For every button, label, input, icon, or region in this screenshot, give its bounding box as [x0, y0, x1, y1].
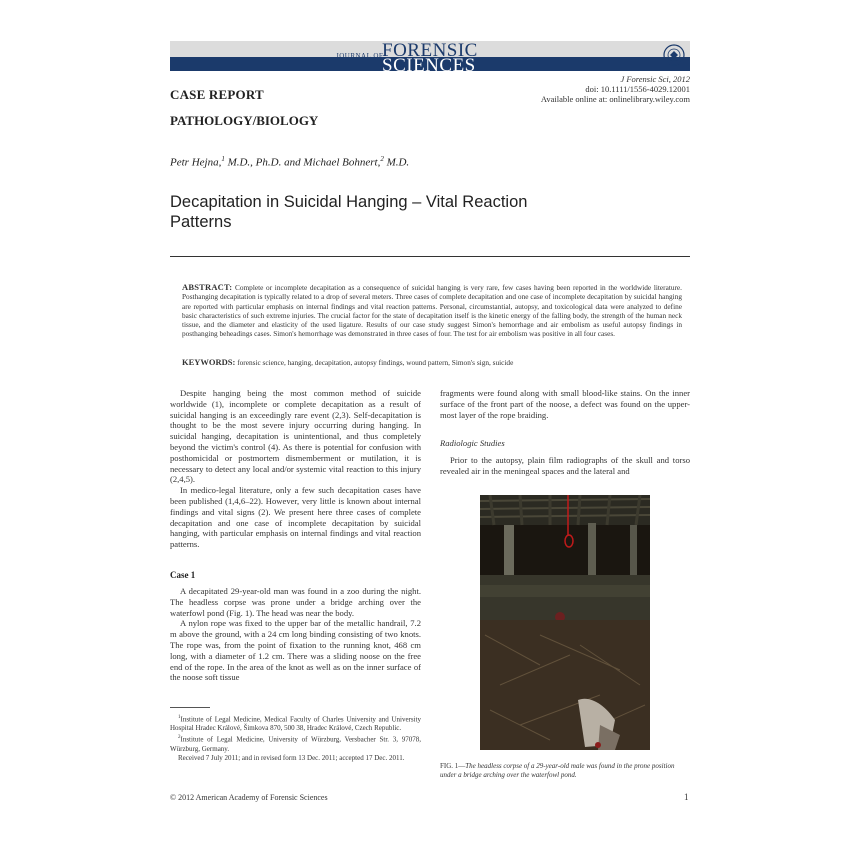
- footnote-2-text: Institute of Legal Medicine, University of Würzburg, Versbacher Str. 3, 97078, Würzburg, Germany.: [170, 735, 421, 753]
- availability: Available online at: onlinelibrary.wiley.com: [540, 94, 690, 104]
- article-type: CASE REPORT: [170, 87, 264, 102]
- journal-word-sciences: SCIENCES: [382, 55, 476, 76]
- case-1-text: [170, 586, 421, 683]
- article-section: PATHOLOGY/BIOLOGY: [170, 113, 319, 128]
- doi: doi: 10.1111/1556-4029.12001: [585, 84, 690, 94]
- journal-logo: [336, 40, 488, 76]
- journal-prefix: JOURNAL OF: [336, 52, 384, 60]
- page-number: 1: [684, 792, 689, 802]
- footnote-2-marker: 2: [178, 735, 181, 741]
- citation: J Forensic Sci, 2012: [620, 74, 690, 84]
- figure-1-photo: [480, 495, 650, 750]
- radiologic-heading: Radiologic Studies: [440, 438, 505, 448]
- radiologic-text: Prior to the autopsy, plain film radiographs of the skull and torso revealed air in the meningeal spaces and the lateral and: [440, 455, 690, 476]
- keywords-text: forensic science, hanging, decapitation, autopsy findings, wound pattern, Simon's sign, suicide: [237, 358, 514, 367]
- author-2-affiliation: 2: [380, 155, 384, 163]
- footnote-1-marker: 1: [178, 715, 181, 720]
- author-1-name: Petr Hejna,: [170, 156, 222, 169]
- citation-block: [541, 74, 690, 104]
- intro-paragraph: In medico-legal literature, only a few such decapitation cases have been published (1,4,6–22). However, very little is known about internal findings and vital signs (2). We present here three cases of complete decapitation and one case of incomplete decapitation by suicidal hanging, with particular emphasis on internal findings and vital reaction patterns.: [170, 485, 421, 550]
- figure-label: FIG. 1—: [440, 762, 466, 770]
- footnote-1-text: Institute of Legal Medicine, Medical Faculty of Charles University and University Hospital Hradec Králové, Šimkova 870, 500 38, Hradec Králové, Czech Republic.: [170, 715, 421, 733]
- figure-caption-text: The headless corpse of a 29-year-old male was found in the prone position under a bridge arching over the waterfowl pond.: [440, 762, 675, 779]
- journal-word-forensic: FORENSIC: [382, 40, 478, 61]
- abstract-text: Complete or incomplete decapitation as a consequence of suicidal hanging is very rare, few cases having been reported in the worldwide literature. Posthanging decapitation is typically related to a drop of several meters. Three cases of complete decapitation and one case of incomplete decapitation by suicidal hanging are reported with particular emphasis on internal findings and vital reaction patterns. Personal, circumstantial, autopsy, and toxicological data were analyzed to define basic characteristics of such extreme injuries. The crucial factor for the state of decapitation itself is the kinetic energy of the falling body, the strength of the human neck tissue, and the diameter and elasticity of the used ligature. Results of our case study suggest Simon's hemorrhage and air embolism as useful autopsy findings in posthanging beheadings cases. Simon's hemorrhage was demonstrated in three cases of four. The test for air embolism was positive in all four cases.: [182, 283, 682, 339]
- title-rule: [170, 256, 690, 257]
- footnote-2: [170, 733, 421, 753]
- right-column-text: fragments were found along with small blood-like stains. On the inner surface of the front part of the noose, a defect was found on the upper-most layer of the rope braiding.: [440, 388, 690, 420]
- author-2-degree: M.D.: [383, 156, 410, 169]
- case-paragraph: A decapitated 29-year-old man was found in a zoo during the night. The headless corpse was prone under a bridge arching over the waterfowl pond (Fig. 1). The head was near the body.: [170, 586, 421, 618]
- intro-paragraph: Despite hanging being the most common method of suicide worldwide (1), incomplete or complete decapitation as a result of suicidal hanging is an exceedingly rare event (2,3). Self-decapitation is thought to be the most severe injury occurring during hanging. In suicidal hanging, decapitation is unintentional, and thus completely beyond the victim's control (4). As there is potential for confusion with posthomicidal or postmortem dismemberment or mutilation, it is necessary to detect any local and/or systemic vital reaction to this injury (2,4,5).: [170, 388, 421, 485]
- author-line: [170, 155, 409, 169]
- society-seal-icon: [662, 43, 686, 67]
- abstract-label: ABSTRACT:: [182, 282, 233, 292]
- author-1-affiliation: 1: [221, 155, 225, 163]
- figure-1-caption: [440, 762, 690, 780]
- author-1-degree: M.D., Ph.D. and Michael Bohnert,: [224, 156, 381, 169]
- footnote-1: [170, 713, 421, 733]
- case-paragraph: A nylon rope was fixed to the upper bar of the metallic handrail, 7.2 m above the ground, with a 24 cm long binding consisting of two knots. The rope was, from the point of fixation to the running knot, 468 cm long, with a diameter of 1.2 cm. There was a sliding noose on the free end of the rope. In the area of the knot as well as on the inner surface of the noose soft tissue: [170, 618, 421, 683]
- footnotes: [170, 713, 421, 763]
- case-1-heading: Case 1: [170, 570, 196, 580]
- keywords-label: KEYWORDS:: [182, 357, 236, 367]
- keywords: [182, 357, 682, 367]
- abstract: [182, 283, 682, 339]
- copyright: © 2012 American Academy of Forensic Sciences: [170, 793, 328, 802]
- article-title: Decapitation in Suicidal Hanging – Vital Reaction Patterns: [170, 193, 528, 231]
- footnote-rule: [170, 707, 210, 708]
- received-note: Received 7 July 2011; and in revised form 13 Dec. 2011; accepted 17 Dec. 2011.: [178, 753, 405, 762]
- intro-column: [170, 388, 421, 550]
